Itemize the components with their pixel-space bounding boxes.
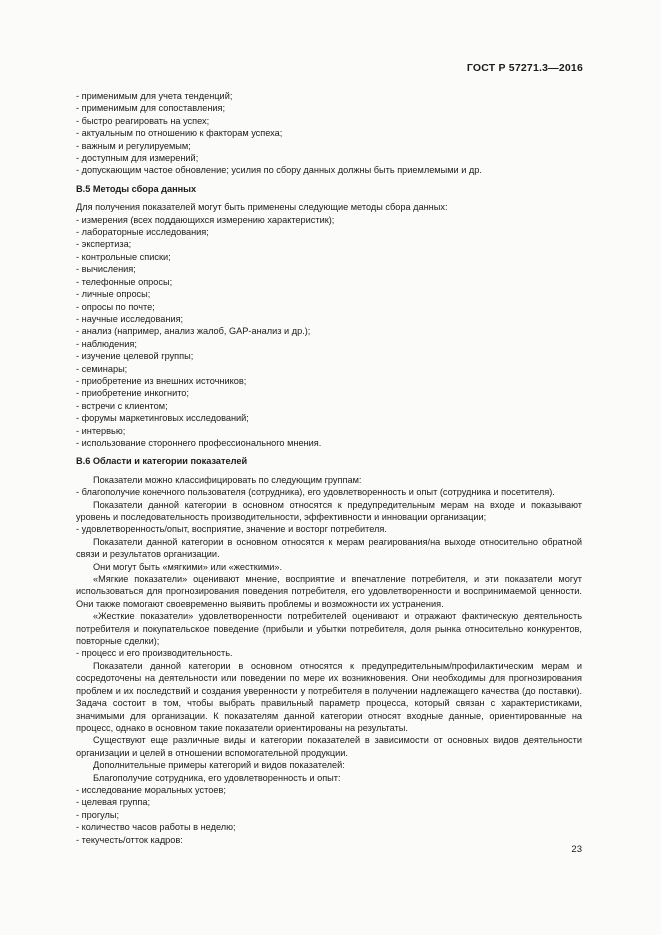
paragraph: Показатели данной категории в основном относятся к предупредительным/профилактическим мерам и сосредоточены на деятельности или поведении по мере их возникновения. Они необходимы для прогнозирования проблем и их последствий и создания уверенности у потребителя в получении надлежащего качества (до поставки). Задача состоит в том, чтобы выбрать правильный параметр процесса, который связан с характеристиками, значимыми для организации. К показателям данной категории относят входные данные, ориентированные на процесс, однако в основном такие показатели ориентированы на результаты. bbox=[76, 660, 582, 733]
list-item: - актуальным по отношению к факторам успеха; bbox=[76, 127, 582, 139]
page-number: 23 bbox=[571, 844, 582, 855]
section-heading-b6: В.6 Области и категории показателей bbox=[76, 456, 248, 467]
list-item: - прогулы; bbox=[76, 809, 582, 821]
section-b5-intro: Для получения показателей могут быть применены следующие методы сбора данных: bbox=[76, 202, 448, 213]
list-item: - применимым для учета тенденций; bbox=[76, 90, 582, 102]
page-body bbox=[76, 90, 582, 846]
list-item: - использование стороннего профессионального мнения. bbox=[76, 437, 582, 449]
list-item: - доступным для измерений; bbox=[76, 152, 582, 164]
list-item: - процесс и его производительность. bbox=[76, 647, 582, 659]
document-header: ГОСТ Р 57271.3—2016 bbox=[466, 62, 583, 74]
paragraph: Показатели можно классифицировать по следующим группам: bbox=[93, 474, 362, 485]
paragraph: Они могут быть «мягкими» или «жесткими». bbox=[93, 561, 283, 572]
list-item: - целевая группа; bbox=[76, 796, 582, 808]
list-item: - наблюдения; bbox=[76, 338, 582, 350]
methods-list bbox=[76, 214, 582, 450]
paragraph: Благополучие сотрудника, его удовлетворенность и опыт: bbox=[93, 772, 341, 783]
list-item: - быстро реагировать на успех; bbox=[76, 115, 582, 127]
list-item: - благополучие конечного пользователя (сотрудника), его удовлетворенность и опыт (сотрудника и посетителя). bbox=[76, 486, 582, 498]
list-item: - экспертиза; bbox=[76, 238, 582, 250]
list-item: - форумы маркетинговых исследований; bbox=[76, 412, 582, 424]
paragraph: Существуют еще различные виды и категории показателей в зависимости от основных видов деятельности организации и целей в отношении вспомогательной продукции. bbox=[76, 735, 582, 758]
list-item: - количество часов работы в неделю; bbox=[76, 821, 582, 833]
paragraph: «Жесткие показатели» удовлетворенности потребителей оценивают и отражают фактическую деятельность потребителя и покупательское поведение (прибыли и убытки потребителя, доля рынка относительно конкурентов, повторные сделки); bbox=[76, 611, 582, 647]
list-item: - семинары; bbox=[76, 363, 582, 375]
list-item: - приобретение из внешних источников; bbox=[76, 375, 582, 387]
list-item: - научные исследования; bbox=[76, 313, 582, 325]
list-item: - вычисления; bbox=[76, 263, 582, 275]
list-item: - интервью; bbox=[76, 425, 582, 437]
list-item: - контрольные списки; bbox=[76, 251, 582, 263]
paragraph: Дополнительные примеры категорий и видов показателей: bbox=[93, 760, 345, 771]
employee-indicators-list bbox=[76, 784, 582, 846]
section-heading-b5: В.5 Методы сбора данных bbox=[76, 183, 197, 194]
list-item: - опросы по почте; bbox=[76, 301, 582, 313]
list-item: - лабораторные исследования; bbox=[76, 226, 582, 238]
paragraph: «Мягкие показатели» оценивают мнение, восприятие и впечатление потребителя, и эти показатели могут использоваться для прогнозирования поведения потребителя, его удовлетворенности и воспринимаемой ценности. Они также помогают своевременно выявить проблемы и возможности их устранения. bbox=[76, 574, 582, 609]
list-item: - допускающим частое обновление; усилия по сбору данных должны быть приемлемыми и др. bbox=[76, 164, 582, 176]
list-item: - исследование моральных устоев; bbox=[76, 784, 582, 796]
list-item: - телефонные опросы; bbox=[76, 276, 582, 288]
list-item: - личные опросы; bbox=[76, 288, 582, 300]
list-item: - текучесть/отток кадров: bbox=[76, 834, 582, 846]
paragraph: Показатели данной категории в основном относятся к предупредительным мерам на входе и показывают уровень и последовательность производительности, эффективности и инновации организации; bbox=[76, 499, 582, 522]
list-item: - изучение целевой группы; bbox=[76, 350, 582, 362]
paragraph: Показатели данной категории в основном относятся к мерам реагирования/на выходе относительно обратной связи и результатов организации. bbox=[76, 536, 582, 560]
list-item: - применимым для сопоставления; bbox=[76, 102, 582, 114]
list-item: - приобретение инкогнито; bbox=[76, 387, 582, 399]
list-item: - анализ (например, анализ жалоб, GAP-анализ и др.); bbox=[76, 325, 582, 337]
list-item: - удовлетворенность/опыт, восприятие, значение и восторг потребителя. bbox=[76, 523, 582, 535]
criteria-list bbox=[76, 90, 582, 177]
list-item: - встречи с клиентом; bbox=[76, 400, 582, 412]
list-item: - измерения (всех поддающихся измерению характеристик); bbox=[76, 214, 582, 226]
list-item: - важным и регулируемым; bbox=[76, 140, 582, 152]
